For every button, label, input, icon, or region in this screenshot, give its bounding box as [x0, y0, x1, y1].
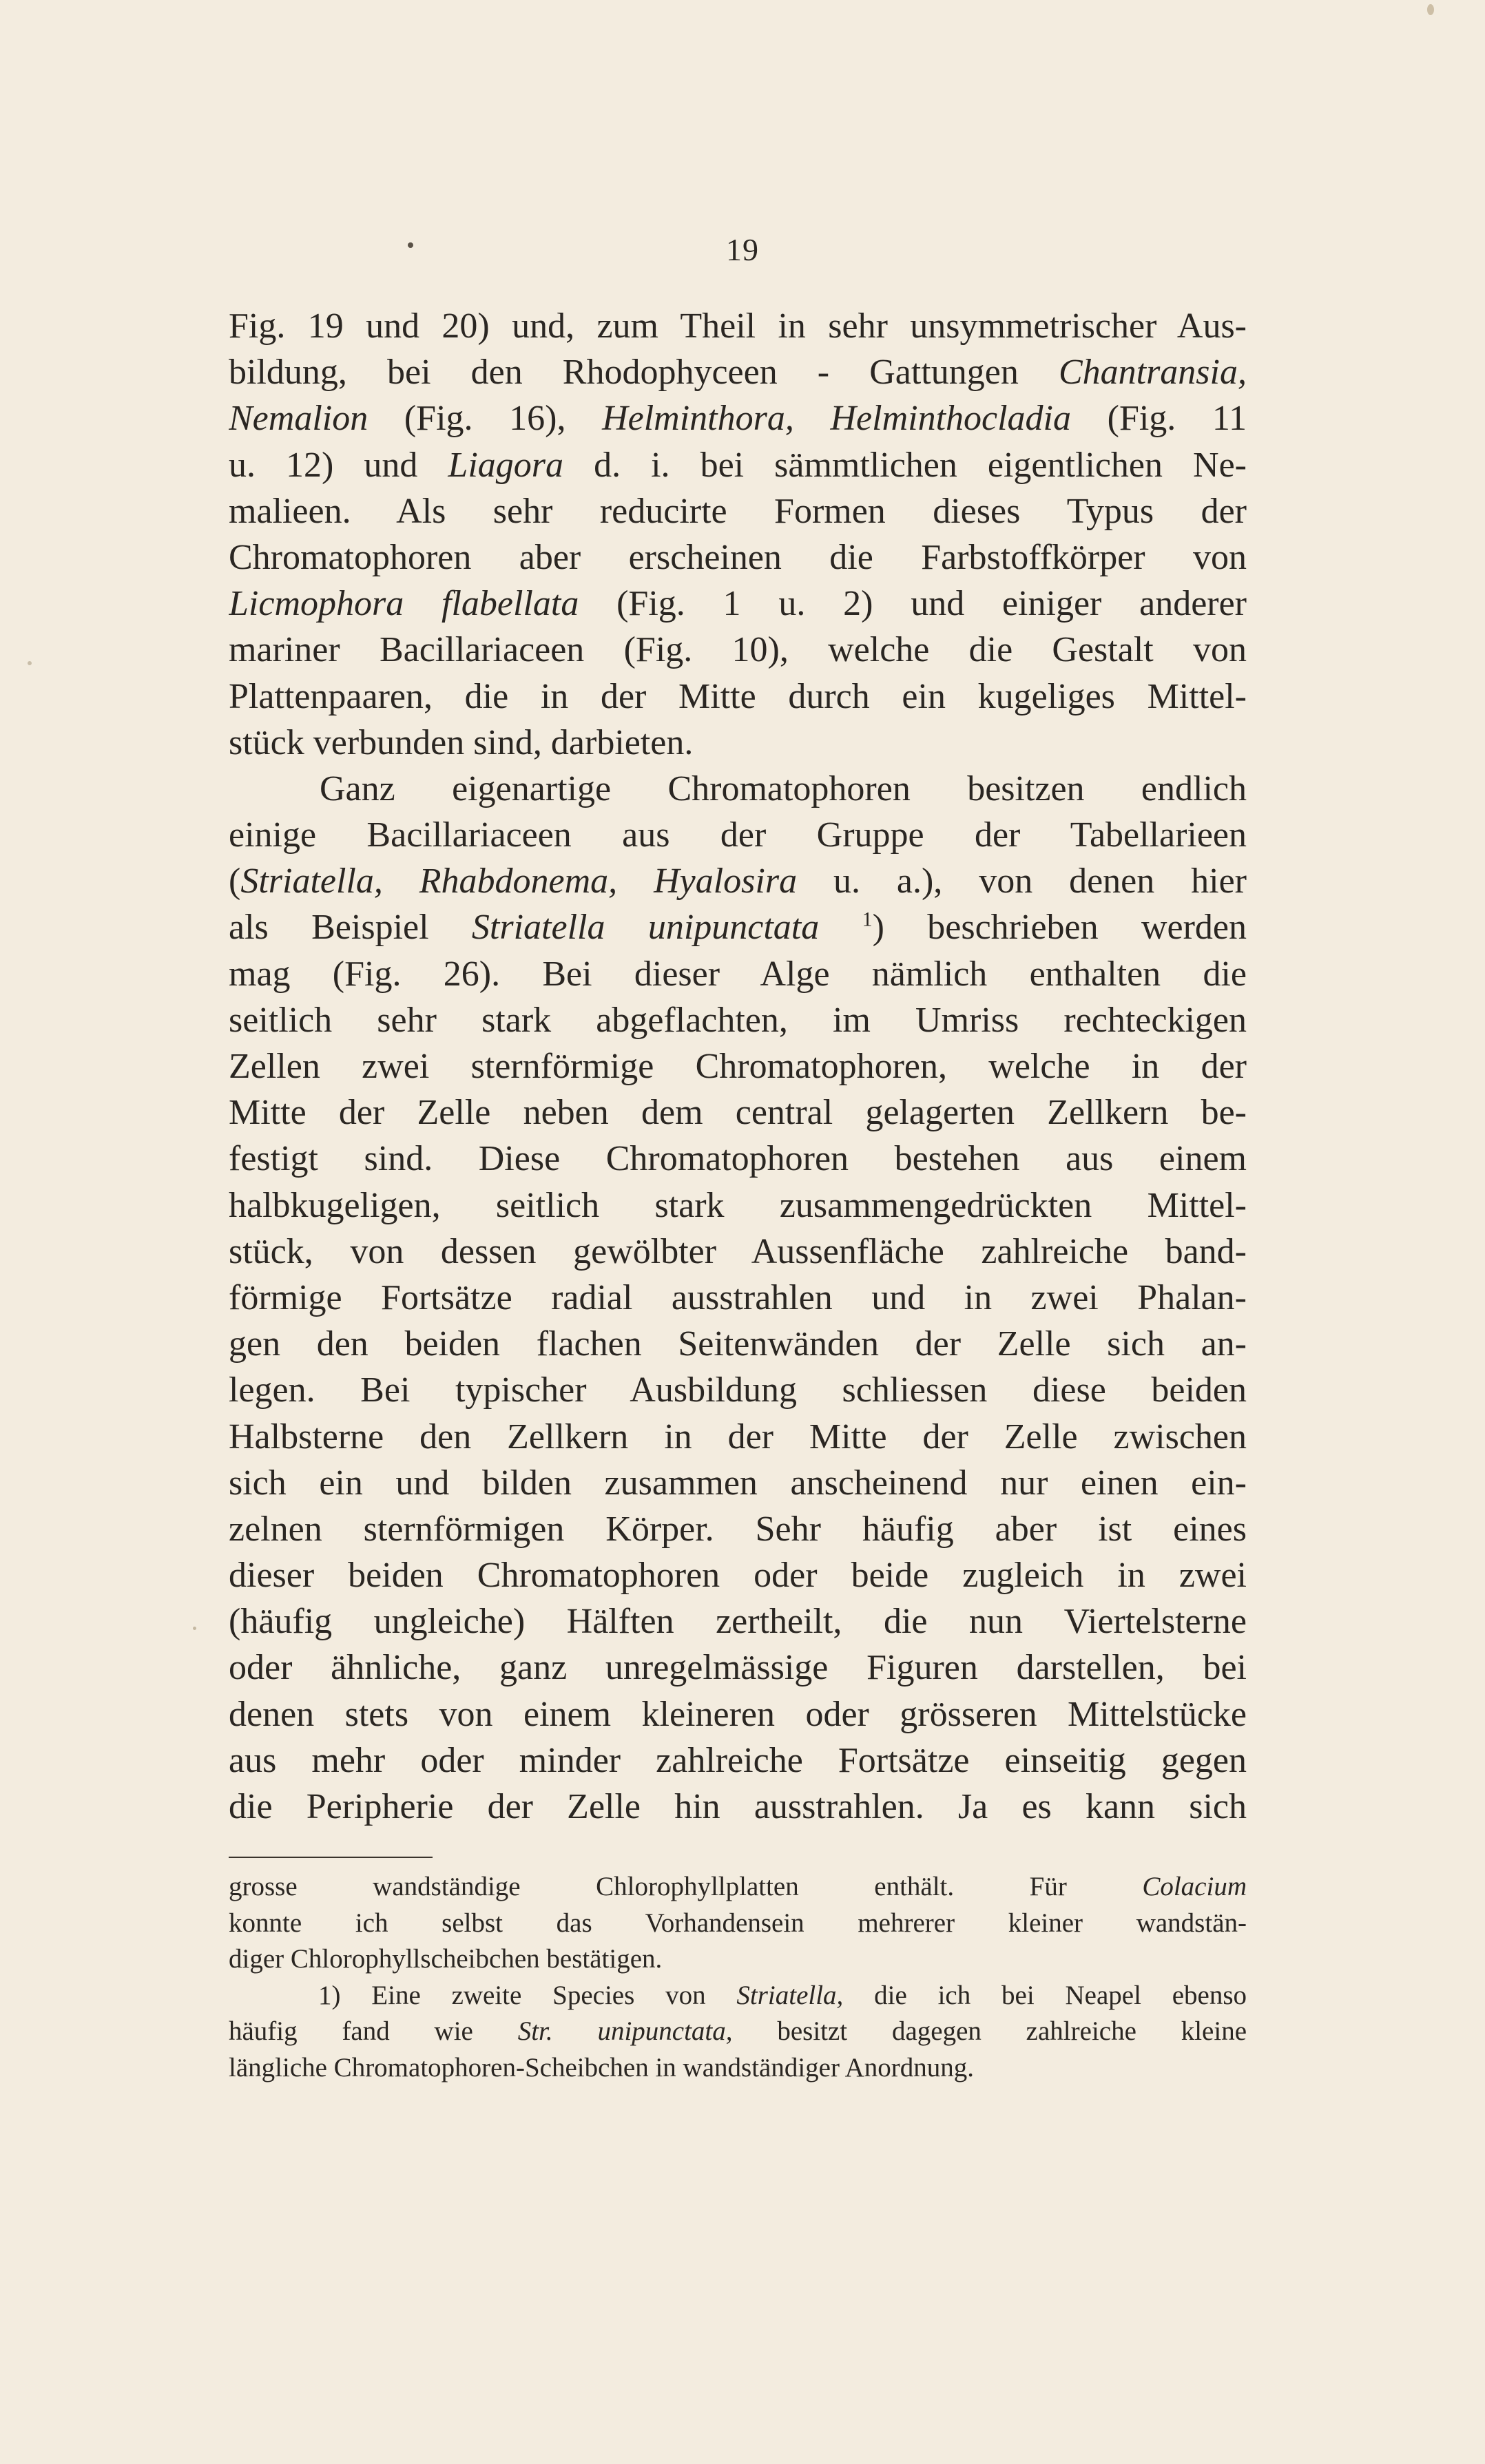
genus-name: Liagora — [448, 445, 564, 485]
footnote-line-3: diger Chlorophyllscheibchen bestätigen. — [229, 1944, 663, 1974]
body-line-4: u. 12) und Liagora d. i. bei sämmtlichen eigentlichen Ne- — [229, 445, 1247, 485]
footnote-line-6: längliche Chromatophoren-Scheibchen in wandständiger Anordnung. — [229, 2052, 974, 2082]
body-line-17: Zellen zwei sternförmige Chromatophoren, welche in der — [229, 1047, 1247, 1086]
body-line-31: denen stets von einem kleineren oder grösseren Mittelstücke — [229, 1694, 1247, 1734]
body-line-18: Mitte der Zelle neben dem central gelagerten Zellkern be- — [229, 1093, 1247, 1133]
species-name: Striatella unipunctata — [471, 908, 820, 948]
body-line-11: Ganz eigenartige Chromatophoren besitzen endlich — [320, 769, 1247, 808]
body-line-7: Licmophora flabellata (Fig. 1 u. 2) und einiger anderer — [229, 584, 1247, 624]
body-line-23: gen den beiden flachen Seitenwänden der Zelle sich an- — [229, 1324, 1247, 1364]
paper-speck — [193, 1627, 196, 1630]
footnote-line-1: grosse wandständige Chlorophyllplatten enthält. Für Colacium — [229, 1872, 1247, 1901]
body-line-14: als Beispiel Striatella unipunctata $^1$) beschrieben werden — [229, 908, 1247, 948]
body-line-27: zelnen sternförmigen Körper. Sehr häufig aber ist eines — [229, 1509, 1247, 1549]
body-line-9: Plattenpaaren, die in der Mitte durch ein kugeliges Mittel- — [229, 676, 1247, 716]
footnote-line-2: konnte ich selbst das Vorhandensein mehrerer kleiner wandstän- — [229, 1908, 1247, 1938]
body-line-32: aus mehr oder minder zahlreiche Fortsätze einseitig gegen — [229, 1740, 1247, 1780]
body-line-8: mariner Bacillariaceen (Fig. 10), welche die Gestalt von — [229, 630, 1247, 670]
body-line-13: (Striatella, Rhabdonema, Hyalosira u. a.), von denen hier — [229, 862, 1247, 901]
body-line-5: malieen. Als sehr reducirte Formen dieses Typus der — [229, 491, 1247, 531]
footnote-line-5: häufig fand wie Str. unipunctata, besitzt dagegen zahlreiche kleine — [229, 2016, 1247, 2046]
body-line-10: stück verbunden sind, darbieten. — [229, 722, 694, 762]
page-number: 19 — [726, 232, 759, 267]
paper-speck — [1427, 4, 1434, 15]
footnote-separator — [229, 1857, 433, 1858]
printer-dot — [408, 242, 413, 248]
species-name: Licmophora flabellata — [229, 584, 579, 624]
genus-name: Chantransia, — [1058, 353, 1247, 393]
body-line-20: halbkugeligen, seitlich stark zusammengedrückten Mittel- — [229, 1185, 1247, 1225]
genus-name: Colacium — [1142, 1872, 1247, 1901]
body-line-6: Chromatophoren aber erscheinen die Farbstoffkörper von — [229, 537, 1247, 577]
genus-name: Helminthocladia — [830, 399, 1071, 439]
body-line-19: festigt sind. Diese Chromatophoren bestehen aus einem — [229, 1139, 1247, 1179]
body-line-33: die Peripherie der Zelle hin ausstrahlen. Ja es kann sich — [229, 1787, 1247, 1826]
genus-name: Helminthora, — [602, 399, 794, 439]
body-line-16: seitlich sehr stark abgeflachten, im Umriss rechteckigen — [229, 1000, 1247, 1040]
body-line-1: Fig. 19 und 20) und, zum Theil in sehr unsymmetrischer Aus- — [229, 306, 1247, 346]
body-line-25: Halbsterne den Zellkern in der Mitte der Zelle zwischen — [229, 1417, 1247, 1457]
genus-name: Nemalion — [229, 399, 368, 439]
paper-speck — [28, 661, 32, 665]
body-line-3: Nemalion (Fig. 16), Helminthora, Helminthocladia (Fig. 11 — [229, 399, 1247, 439]
body-line-24: legen. Bei typischer Ausbildung schliessen diese beiden — [229, 1370, 1247, 1410]
genus-name: Striatella, — [736, 1980, 844, 2010]
footnote-marker: 1 — [862, 908, 873, 932]
body-line-28: dieser beiden Chromatophoren oder beide zugleich in zwei — [229, 1556, 1247, 1596]
body-line-2: bildung, bei den Rhodophyceen - Gattungen Chantransia, — [229, 353, 1247, 393]
body-line-26: sich ein und bilden zusammen anscheinend nur einen ein- — [229, 1463, 1247, 1503]
species-name: Str. unipunctata, — [517, 2016, 733, 2046]
body-line-15: mag (Fig. 26). Bei dieser Alge nämlich enthalten die — [229, 954, 1247, 994]
footnote-line-4: 1) Eine zweite Species von Striatella, die ich bei Neapel ebenso — [318, 1980, 1247, 2010]
footnotes — [229, 1869, 1247, 2086]
body-text — [229, 303, 1247, 1830]
genus-names: Striatella, Rhabdonema, Hyalosira — [240, 862, 798, 901]
body-line-30: oder ähnliche, ganz unregelmässige Figuren darstellen, bei — [229, 1648, 1247, 1688]
body-line-12: einige Bacillariaceen aus der Gruppe der Tabellarieen — [229, 815, 1247, 855]
body-line-22: förmige Fortsätze radial ausstrahlen und in zwei Phalan- — [229, 1277, 1247, 1317]
body-line-21: stück, von dessen gewölbter Aussenfläche zahlreiche band- — [229, 1231, 1247, 1271]
body-line-29: (häufig ungleiche) Hälften zertheilt, die nun Viertelsterne — [229, 1602, 1247, 1642]
